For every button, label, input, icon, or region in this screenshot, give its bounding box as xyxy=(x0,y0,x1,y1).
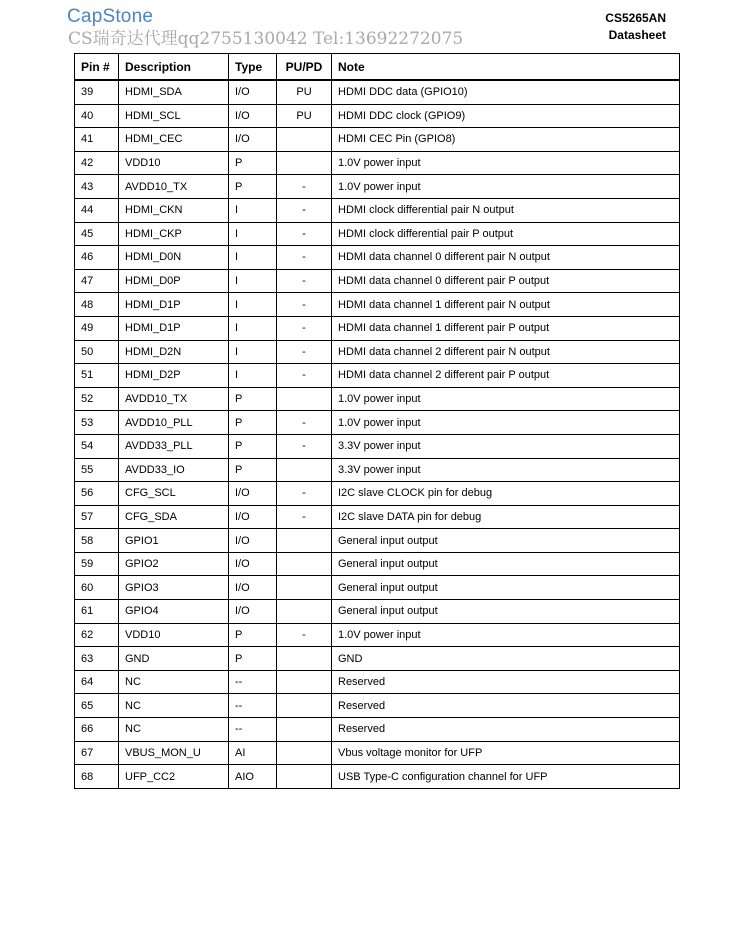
pupd-cell xyxy=(277,670,332,694)
pupd-cell: - xyxy=(277,364,332,388)
note-cell: 3.3V power input xyxy=(332,458,680,482)
pin-cell: 46 xyxy=(75,246,119,270)
type-cell: I xyxy=(229,269,277,293)
note-cell: HDMI data channel 0 different pair N output xyxy=(332,246,680,270)
note-cell: HDMI DDC data (GPIO10) xyxy=(332,80,680,104)
type-cell: I xyxy=(229,293,277,317)
pin-cell: 64 xyxy=(75,670,119,694)
note-cell: HDMI clock differential pair N output xyxy=(332,198,680,222)
note-cell: 3.3V power input xyxy=(332,434,680,458)
description-cell: VBUS_MON_U xyxy=(119,741,229,765)
note-cell: 1.0V power input xyxy=(332,387,680,411)
pin-cell: 63 xyxy=(75,647,119,671)
type-cell: I/O xyxy=(229,505,277,529)
note-cell: General input output xyxy=(332,576,680,600)
table-row xyxy=(75,458,680,482)
pin-cell: 50 xyxy=(75,340,119,364)
description-cell: HDMI_D2P xyxy=(119,364,229,388)
note-cell: HDMI data channel 2 different pair P output xyxy=(332,364,680,388)
pin-cell: 56 xyxy=(75,482,119,506)
doc-id: CS5265AN xyxy=(605,11,666,25)
description-cell: CFG_SCL xyxy=(119,482,229,506)
note-cell: 1.0V power input xyxy=(332,151,680,175)
doc-header xyxy=(605,10,666,44)
description-cell: HDMI_CEC xyxy=(119,128,229,152)
pupd-cell xyxy=(277,552,332,576)
table-row xyxy=(75,623,680,647)
type-cell: I/O xyxy=(229,128,277,152)
description-cell: CFG_SDA xyxy=(119,505,229,529)
pin-cell: 44 xyxy=(75,198,119,222)
pupd-cell: - xyxy=(277,505,332,529)
table-row xyxy=(75,151,680,175)
pin-cell: 45 xyxy=(75,222,119,246)
pupd-cell: PU xyxy=(277,104,332,128)
table-body xyxy=(75,80,680,788)
pin-cell: 58 xyxy=(75,529,119,553)
description-cell: HDMI_D0N xyxy=(119,246,229,270)
type-cell: I xyxy=(229,340,277,364)
note-cell: 1.0V power input xyxy=(332,411,680,435)
pin-cell: 43 xyxy=(75,175,119,199)
pin-cell: 67 xyxy=(75,741,119,765)
description-cell: HDMI_CKN xyxy=(119,198,229,222)
description-cell: HDMI_D2N xyxy=(119,340,229,364)
type-cell: -- xyxy=(229,670,277,694)
table-row xyxy=(75,340,680,364)
table-row xyxy=(75,80,680,104)
description-cell: AVDD10_TX xyxy=(119,387,229,411)
type-cell: -- xyxy=(229,694,277,718)
table-row xyxy=(75,482,680,506)
pupd-cell xyxy=(277,576,332,600)
table-row xyxy=(75,529,680,553)
type-cell: I/O xyxy=(229,482,277,506)
pin-cell: 42 xyxy=(75,151,119,175)
type-cell: I/O xyxy=(229,529,277,553)
pin-cell: 53 xyxy=(75,411,119,435)
table-row xyxy=(75,246,680,270)
pin-cell: 47 xyxy=(75,269,119,293)
note-cell: General input output xyxy=(332,552,680,576)
type-cell: I xyxy=(229,222,277,246)
pupd-cell: - xyxy=(277,316,332,340)
pupd-cell: - xyxy=(277,340,332,364)
pupd-cell: - xyxy=(277,175,332,199)
description-cell: HDMI_D1P xyxy=(119,293,229,317)
description-cell: GND xyxy=(119,647,229,671)
type-cell: P xyxy=(229,411,277,435)
description-cell: NC xyxy=(119,694,229,718)
note-cell: USB Type-C configuration channel for UFP xyxy=(332,765,680,789)
pin-cell: 55 xyxy=(75,458,119,482)
pupd-cell: - xyxy=(277,411,332,435)
note-cell: 1.0V power input xyxy=(332,623,680,647)
pin-cell: 57 xyxy=(75,505,119,529)
type-cell: P xyxy=(229,458,277,482)
type-cell: AI xyxy=(229,741,277,765)
description-cell: NC xyxy=(119,670,229,694)
description-cell: HDMI_SCL xyxy=(119,104,229,128)
pupd-cell xyxy=(277,600,332,624)
note-cell: General input output xyxy=(332,529,680,553)
pin-cell: 51 xyxy=(75,364,119,388)
description-cell: VDD10 xyxy=(119,151,229,175)
pupd-cell xyxy=(277,128,332,152)
watermark-text: CS瑞奇达代理qq2755130042 Tel:13692272075 xyxy=(68,29,464,49)
pin-cell: 52 xyxy=(75,387,119,411)
pin-cell: 60 xyxy=(75,576,119,600)
table-row xyxy=(75,411,680,435)
pin-cell: 62 xyxy=(75,623,119,647)
description-cell: HDMI_CKP xyxy=(119,222,229,246)
table-row xyxy=(75,670,680,694)
note-cell: General input output xyxy=(332,600,680,624)
pupd-cell xyxy=(277,458,332,482)
note-cell: I2C slave CLOCK pin for debug xyxy=(332,482,680,506)
note-cell: Reserved xyxy=(332,694,680,718)
note-cell: Reserved xyxy=(332,670,680,694)
description-cell: UFP_CC2 xyxy=(119,765,229,789)
note-cell: HDMI data channel 0 different pair P output xyxy=(332,269,680,293)
description-cell: AVDD33_PLL xyxy=(119,434,229,458)
description-cell: AVDD33_IO xyxy=(119,458,229,482)
col-pin: Pin # xyxy=(75,54,119,81)
note-cell: GND xyxy=(332,647,680,671)
pin-cell: 61 xyxy=(75,600,119,624)
description-cell: AVDD10_PLL xyxy=(119,411,229,435)
pin-cell: 59 xyxy=(75,552,119,576)
table-row xyxy=(75,600,680,624)
pupd-cell xyxy=(277,741,332,765)
type-cell: I xyxy=(229,198,277,222)
pin-cell: 39 xyxy=(75,80,119,104)
table-row xyxy=(75,128,680,152)
pin-cell: 68 xyxy=(75,765,119,789)
table-row xyxy=(75,505,680,529)
type-cell: P xyxy=(229,647,277,671)
pupd-cell: - xyxy=(277,198,332,222)
description-cell: GPIO1 xyxy=(119,529,229,553)
pin-cell: 65 xyxy=(75,694,119,718)
table-header-row xyxy=(75,54,680,81)
pupd-cell: - xyxy=(277,482,332,506)
type-cell: I xyxy=(229,364,277,388)
table-row xyxy=(75,387,680,411)
table-row xyxy=(75,364,680,388)
pupd-cell: - xyxy=(277,269,332,293)
type-cell: I/O xyxy=(229,104,277,128)
description-cell: HDMI_SDA xyxy=(119,80,229,104)
type-cell: I/O xyxy=(229,80,277,104)
col-type: Type xyxy=(229,54,277,81)
col-note: Note xyxy=(332,54,680,81)
doc-type: Datasheet xyxy=(608,28,666,42)
table-row xyxy=(75,269,680,293)
note-cell: 1.0V power input xyxy=(332,175,680,199)
type-cell: P xyxy=(229,387,277,411)
note-cell: HDMI CEC Pin (GPIO8) xyxy=(332,128,680,152)
pupd-cell xyxy=(277,647,332,671)
type-cell: I/O xyxy=(229,600,277,624)
pin-cell: 66 xyxy=(75,718,119,742)
description-cell: AVDD10_TX xyxy=(119,175,229,199)
pin-cell: 49 xyxy=(75,316,119,340)
pupd-cell xyxy=(277,529,332,553)
description-cell: NC xyxy=(119,718,229,742)
description-cell: HDMI_D1P xyxy=(119,316,229,340)
pin-cell: 48 xyxy=(75,293,119,317)
note-cell: HDMI data channel 1 different pair N output xyxy=(332,293,680,317)
type-cell: I/O xyxy=(229,552,277,576)
description-cell: HDMI_D0P xyxy=(119,269,229,293)
type-cell: I/O xyxy=(229,576,277,600)
table-row xyxy=(75,316,680,340)
pupd-cell xyxy=(277,718,332,742)
table-row xyxy=(75,741,680,765)
pin-cell: 40 xyxy=(75,104,119,128)
note-cell: Vbus voltage monitor for UFP xyxy=(332,741,680,765)
pupd-cell xyxy=(277,765,332,789)
table-row xyxy=(75,434,680,458)
pupd-cell xyxy=(277,151,332,175)
table-row xyxy=(75,765,680,789)
note-cell: Reserved xyxy=(332,718,680,742)
type-cell: AIO xyxy=(229,765,277,789)
type-cell: P xyxy=(229,434,277,458)
note-cell: HDMI DDC clock (GPIO9) xyxy=(332,104,680,128)
note-cell: HDMI data channel 1 different pair P output xyxy=(332,316,680,340)
pupd-cell xyxy=(277,387,332,411)
pin-table xyxy=(74,53,680,789)
pin-cell: 54 xyxy=(75,434,119,458)
col-description: Description xyxy=(119,54,229,81)
pupd-cell xyxy=(277,694,332,718)
note-cell: I2C slave DATA pin for debug xyxy=(332,505,680,529)
table-row xyxy=(75,647,680,671)
table-row xyxy=(75,576,680,600)
pupd-cell: - xyxy=(277,222,332,246)
pupd-cell: PU xyxy=(277,80,332,104)
type-cell: I xyxy=(229,316,277,340)
type-cell: -- xyxy=(229,718,277,742)
type-cell: P xyxy=(229,175,277,199)
note-cell: HDMI data channel 2 different pair N output xyxy=(332,340,680,364)
description-cell: VDD10 xyxy=(119,623,229,647)
description-cell: GPIO4 xyxy=(119,600,229,624)
type-cell: P xyxy=(229,623,277,647)
pupd-cell: - xyxy=(277,623,332,647)
pupd-cell: - xyxy=(277,293,332,317)
table-row xyxy=(75,552,680,576)
type-cell: I xyxy=(229,246,277,270)
table-row xyxy=(75,198,680,222)
description-cell: GPIO3 xyxy=(119,576,229,600)
description-cell: GPIO2 xyxy=(119,552,229,576)
capstone-logo: CapStone xyxy=(67,6,154,27)
pupd-cell: - xyxy=(277,246,332,270)
pin-cell: 41 xyxy=(75,128,119,152)
table-row xyxy=(75,694,680,718)
col-pupd: PU/PD xyxy=(277,54,332,81)
pupd-cell: - xyxy=(277,434,332,458)
table-row xyxy=(75,104,680,128)
table-row xyxy=(75,175,680,199)
table-row xyxy=(75,293,680,317)
type-cell: P xyxy=(229,151,277,175)
table-row xyxy=(75,718,680,742)
table-row xyxy=(75,222,680,246)
note-cell: HDMI clock differential pair P output xyxy=(332,222,680,246)
